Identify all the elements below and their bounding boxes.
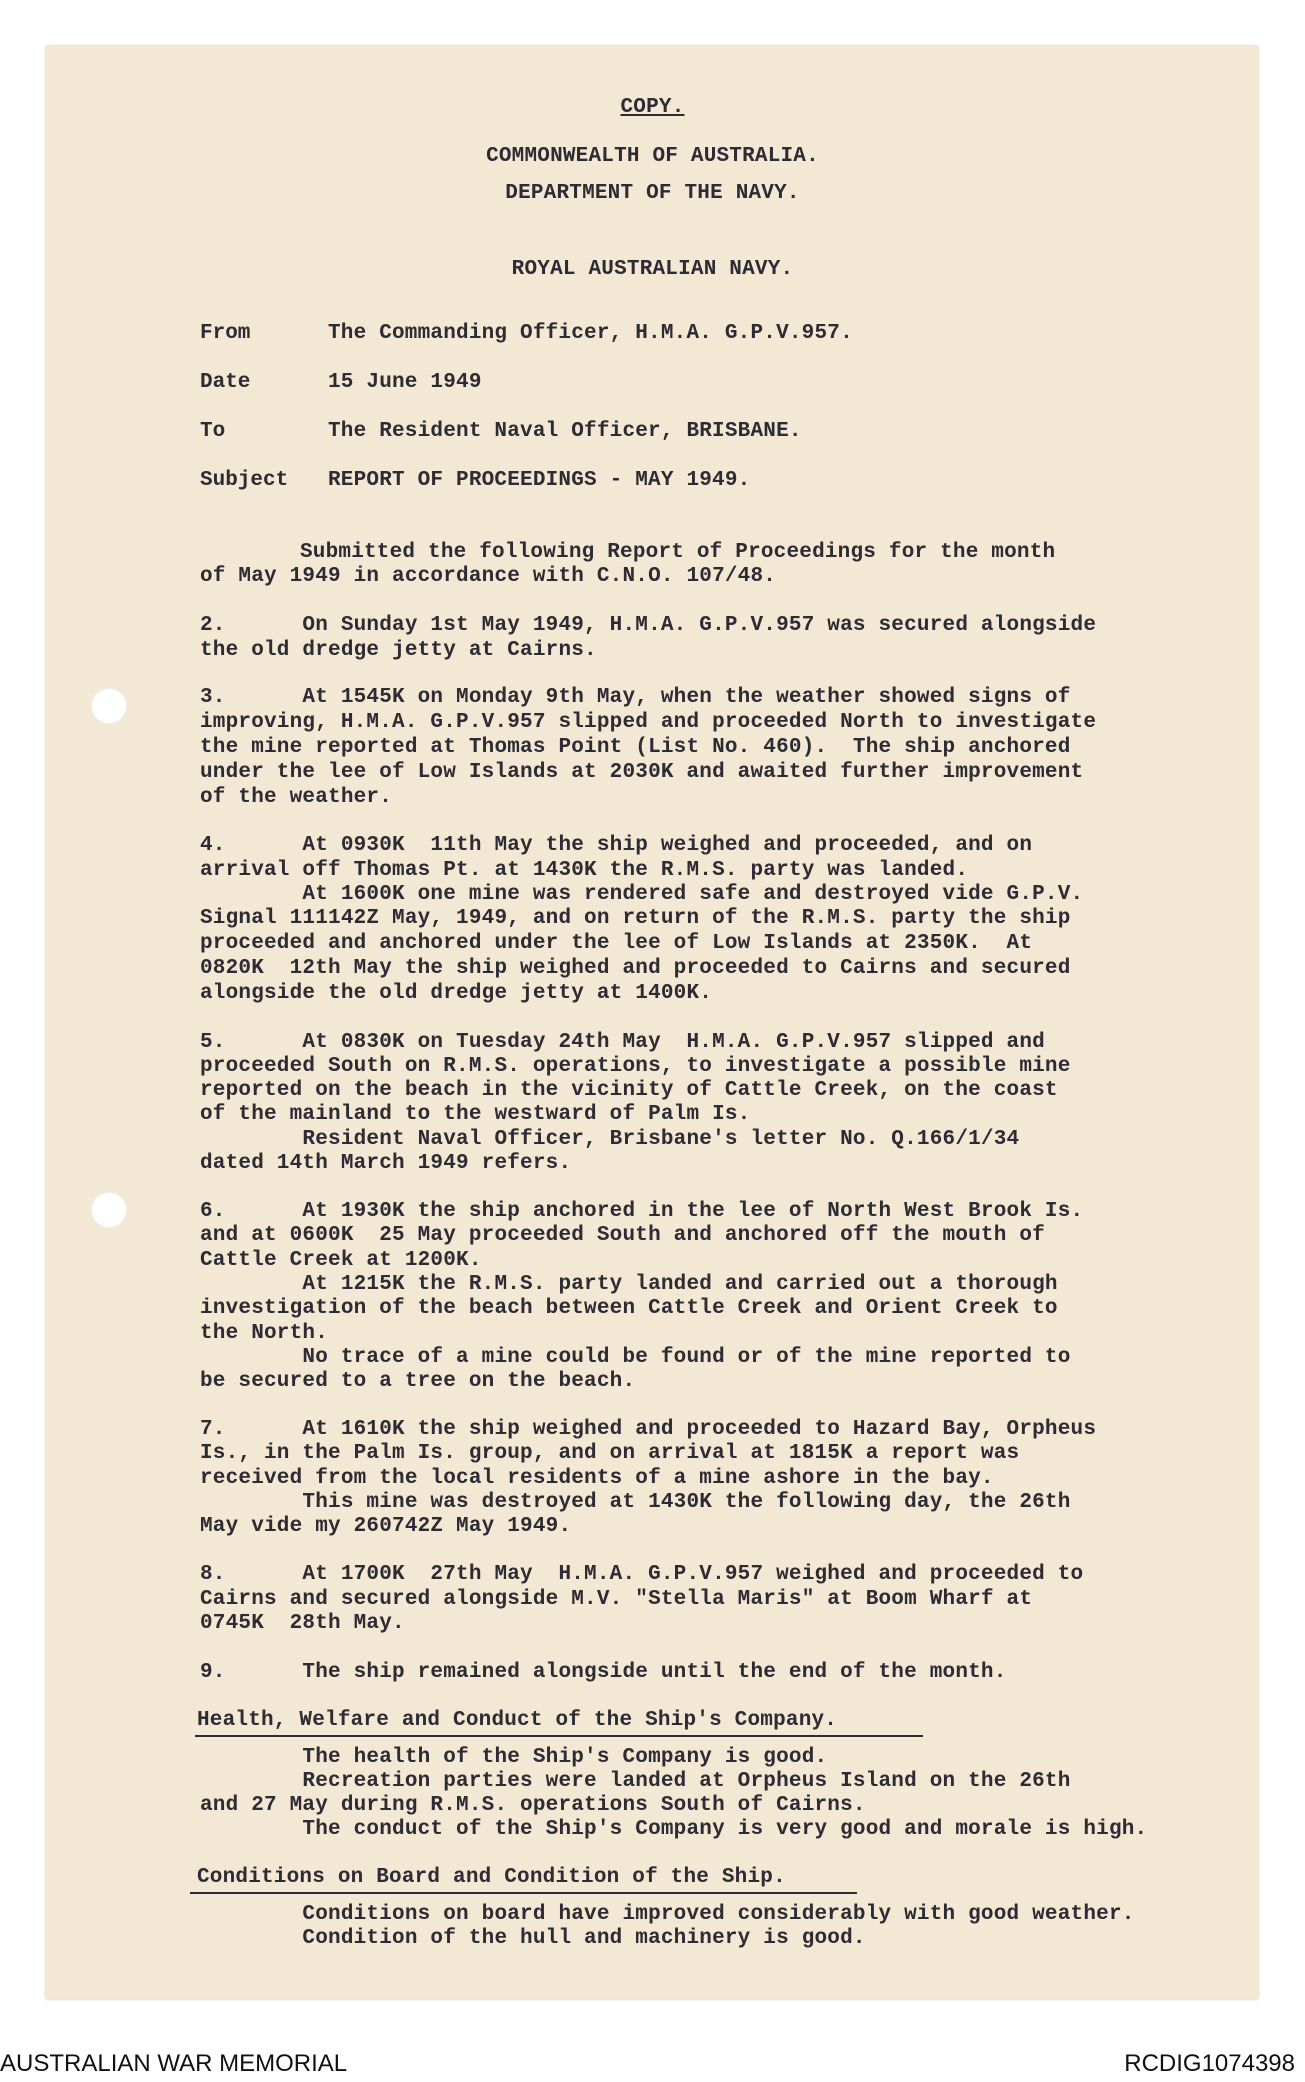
paragraph-6-line: No trace of a mine could be found or of the mine reported to (200, 1346, 1071, 1369)
paragraph-1-line: Submitted the following Report of Proceedings for the month (300, 541, 1056, 564)
paragraph-6-line: 6. At 1930K the ship anchored in the lee of North West Brook Is. (200, 1200, 1084, 1223)
paragraph-6-line: At 1215K the R.M.S. party landed and carried out a thorough (200, 1273, 1058, 1296)
conditions-heading: Conditions on Board and Condition of the Ship. (197, 1866, 786, 1889)
conditions-line: Condition of the hull and machinery is good. (200, 1927, 866, 1950)
health-heading-underline (195, 1735, 923, 1737)
org-line-1: COMMONWEALTH OF AUSTRALIA. (486, 145, 819, 168)
punch-hole-bottom (91, 1192, 127, 1228)
service-line: ROYAL AUSTRALIAN NAVY. (511, 258, 794, 281)
paragraph-6-line: and at 0600K 25 May proceeded South and anchored off the mouth of (200, 1224, 1045, 1247)
from-value: The Commanding Officer, H.M.A. G.P.V.957. (328, 322, 853, 345)
subject-value: REPORT OF PROCEEDINGS - MAY 1949. (328, 469, 751, 492)
paragraph-8-line: 0745K 28th May. (200, 1612, 405, 1635)
paragraph-7-line: 7. At 1610K the ship weighed and proceeded to Hazard Bay, Orpheus (200, 1418, 1097, 1441)
paragraph-5-line: proceeded South on R.M.S. operations, to investigate a possible mine (200, 1055, 1071, 1078)
archive-caption-left: AUSTRALIAN WAR MEMORIAL (0, 2050, 348, 2077)
from-label: From (200, 322, 251, 345)
paragraph-7-line: This mine was destroyed at 1430K the following day, the 26th (200, 1491, 1071, 1514)
paragraph-6-line: Cattle Creek at 1200K. (200, 1249, 482, 1272)
paragraph-5-line: reported on the beach in the vicinity of Cattle Creek, on the coast (200, 1079, 1058, 1102)
paragraph-3-line: under the lee of Low Islands at 2030K and awaited further improvement (200, 761, 1084, 784)
paragraph-3-line: 3. At 1545K on Monday 9th May, when the weather showed signs of (200, 686, 1071, 709)
paragraph-2-line: 2. On Sunday 1st May 1949, H.M.A. G.P.V.957 was secured alongside (200, 614, 1097, 637)
date-label: Date (200, 371, 251, 394)
paragraph-5-line: of the mainland to the westward of Palm Is. (200, 1103, 751, 1126)
conditions-line: Conditions on board have improved considerably with good weather. (200, 1903, 1135, 1926)
paragraph-7-line: Is., in the Palm Is. group, and on arrival at 1815K a report was (200, 1442, 1020, 1465)
archive-caption-right: RCDIG1074398 (1124, 2050, 1295, 2077)
paragraph-3-line: improving, H.M.A. G.P.V.957 slipped and proceeded North to investigate (200, 711, 1097, 734)
paragraph-5-line: 5. At 0830K on Tuesday 24th May H.M.A. G.P.V.957 slipped and (200, 1031, 1045, 1054)
paragraph-4-line: At 1600K one mine was rendered safe and destroyed vide G.P.V. (200, 883, 1084, 906)
health-line: The conduct of the Ship's Company is very good and morale is high. (200, 1818, 1148, 1841)
date-value: 15 June 1949 (328, 371, 482, 394)
paragraph-3-line: of the weather. (200, 786, 393, 809)
paragraph-6-line: investigation of the beach between Cattle Creek and Orient Creek to (200, 1297, 1058, 1320)
health-line: Recreation parties were landed at Orpheus Island on the 26th (200, 1770, 1071, 1793)
conditions-heading-underline (190, 1892, 857, 1894)
paragraph-1-line: of May 1949 in accordance with C.N.O. 107/48. (200, 565, 777, 588)
paragraph-4-line: Signal 111142Z May, 1949, and on return of the R.M.S. party the ship (200, 907, 1071, 930)
org-line-2: DEPARTMENT OF THE NAVY. (505, 182, 800, 205)
paragraph-9-line: 9. The ship remained alongside until the end of the month. (200, 1661, 1007, 1684)
health-line: The health of the Ship's Company is good. (200, 1746, 828, 1769)
paragraph-6-line: be secured to a tree on the beach. (200, 1370, 636, 1393)
paragraph-5-line: Resident Naval Officer, Brisbane's letter No. Q.166/1/34 (200, 1128, 1020, 1151)
paragraph-4-line: 0820K 12th May the ship weighed and proceeded to Cairns and secured (200, 957, 1071, 980)
paragraph-2-line: the old dredge jetty at Cairns. (200, 639, 597, 662)
health-line: and 27 May during R.M.S. operations South of Cairns. (200, 1794, 866, 1817)
paragraph-7-line: May vide my 260742Z May 1949. (200, 1515, 572, 1538)
to-label: To (200, 420, 226, 443)
paragraph-6-line: the North. (200, 1322, 329, 1345)
paragraph-8-line: 8. At 1700K 27th May H.M.A. G.P.V.957 weighed and proceeded to (200, 1563, 1084, 1586)
paragraph-8-line: Cairns and secured alongside M.V. "Stella Maris" at Boom Wharf at (200, 1588, 1033, 1611)
paragraph-4-line: alongside the old dredge jetty at 1400K. (200, 982, 713, 1005)
to-value: The Resident Naval Officer, BRISBANE. (328, 420, 802, 443)
paragraph-7-line: received from the local residents of a mine ashore in the bay. (200, 1467, 994, 1490)
paragraph-3-line: the mine reported at Thomas Point (List No. 460). The ship anchored (200, 736, 1071, 759)
paragraph-4-line: arrival off Thomas Pt. at 1430K the R.M.S. party was landed. (200, 859, 969, 882)
punch-hole-top (91, 688, 127, 724)
health-heading: Health, Welfare and Conduct of the Ship's Company. (197, 1709, 838, 1732)
paragraph-4-line: 4. At 0930K 11th May the ship weighed and proceeded, and on (200, 834, 1033, 857)
paragraph-4-line: proceeded and anchored under the lee of Low Islands at 2350K. At (200, 932, 1033, 955)
subject-label: Subject (200, 469, 289, 492)
copy-heading: COPY. (620, 96, 685, 119)
paragraph-5-line: dated 14th March 1949 refers. (200, 1152, 572, 1175)
